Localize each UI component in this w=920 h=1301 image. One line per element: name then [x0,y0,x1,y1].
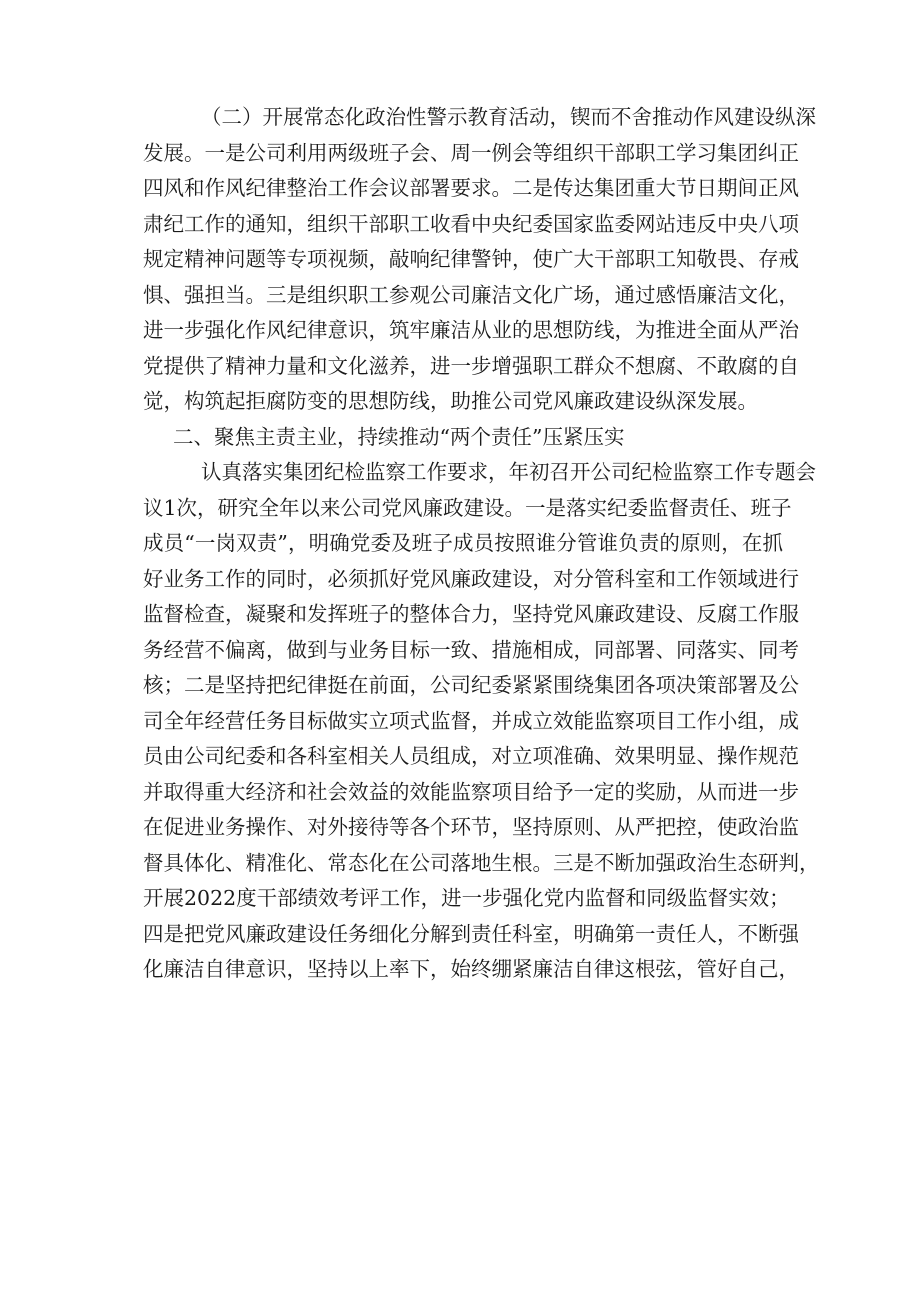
paragraph-warning-education [143,100,816,420]
paragraph-line: 规定精神问题等专项视频，敲响纪律警钟，使广大干部职工知敬畏、存戒 [143,247,799,271]
paragraph-line: 好业务工作的同时，必须抓好党风廉政建设，对分管科室和工作领域进行 [143,566,799,591]
paragraph-line: 员由公司纪委和各科室相关人员组成，对立项准确、效果明显、操作规范 [143,744,799,768]
document-body [143,100,820,988]
paragraph-line: 肃纪工作的通知，组织干部职工收看中央纪委国家监委网站违反中央八项 [143,211,799,236]
section-heading: 二、聚焦主责主业，持续推动“两个责任”压紧压实 [173,424,625,449]
paragraph-line: 四是把党风廉政建设任务细化分解到责任科室，明确第一责任人，不断强 [143,921,799,946]
paragraph-line: 司全年经营任务目标做实立项式监督，并成立效能监察项目工作小组，成 [143,708,799,733]
paragraph-two-responsibilities [143,455,820,988]
paragraph-line: （二）开展常态化政治性警示教育活动，锲而不舍推动作风建设纵深 [201,105,816,129]
paragraph-line: 党提供了精神力量和文化滋养，进一步增强职工群众不想腐、不敢腐的自 [143,353,799,378]
paragraph-line: 务经营不偏离，做到与业务目标一致、措施相成，同部署、同落实、同考 [143,637,799,662]
paragraph-line: 成员“一岗双责”，明确党委及班子成员按照谁分管谁负责的原则，在抓 [143,531,783,555]
paragraph-line: 监督检查，凝聚和发挥班子的整体合力，坚持党风廉政建设、反腐工作服 [143,602,799,626]
paragraph-line: 惧、强担当。三是组织职工参观公司廉洁文化广场，通过感悟廉洁文化， [143,282,799,307]
paragraph-line: 并取得重大经济和社会效益的效能监察项目给予一定的奖励，从而进一步 [143,779,799,804]
paragraph-line: 开展2022度干部绩效考评工作，进一步强化党内监督和同级监督实效； [143,886,790,910]
paragraph-line: 督具体化、精准化、常态化在公司落地生根。三是不断加强政治生态研判， [143,850,820,875]
paragraph-line: 四风和作风纪律整治工作会议部署要求。二是传达集团重大节日期间正风 [143,176,799,200]
paragraph-line: 核；二是坚持把纪律挺在前面，公司纪委紧紧围绕集团各项决策部署及公 [143,673,799,697]
paragraph-line: 认真落实集团纪检监察工作要求，年初召开公司纪检监察工作专题会 [201,460,816,484]
paragraph-line: 发展。一是公司利用两级班子会、周一例会等组织干部职工学习集团纠正 [143,140,799,165]
paragraph-line: 在促进业务操作、对外接待等各个环节，坚持原则、从严把控，使政治监 [143,815,799,839]
paragraph-line: 议1次，研究全年以来公司党风廉政建设。一是落实纪委监督责任、班子 [143,495,792,520]
paragraph-line: 化廉洁自律意识，坚持以上率下，始终绷紧廉洁自律这根弦，管好自己， [143,957,799,981]
paragraph-line: 进一步强化作风纪律意识，筑牢廉洁从业的思想防线，为推进全面从严治 [143,318,799,342]
paragraph-line: 觉，构筑起拒腐防变的思想防线，助推公司党风廉政建设纵深发展。 [143,389,758,413]
